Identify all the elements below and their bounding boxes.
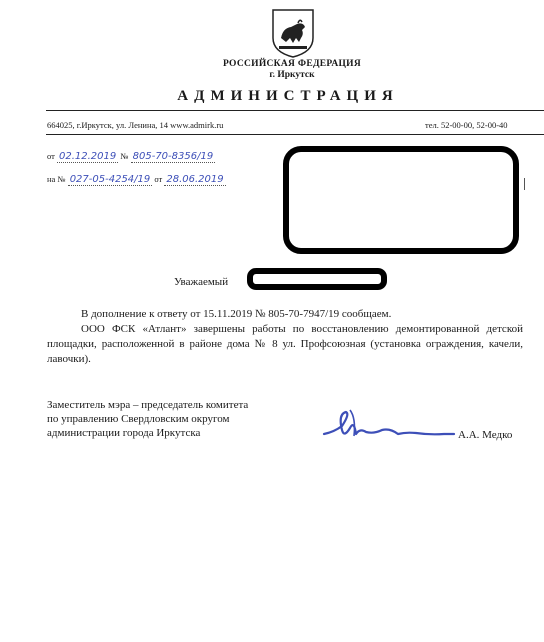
coat-of-arms-icon xyxy=(271,8,315,58)
organization-title: АДМИНИСТРАЦИЯ xyxy=(177,88,399,104)
signatory-title xyxy=(47,398,327,440)
signer-name: А.А. Медко xyxy=(458,429,513,441)
phone-line: тел. 52-00-00, 52-00-40 xyxy=(425,120,508,130)
signatory-line-1: Заместитель мэра – председатель комитета xyxy=(47,399,249,411)
country-heading: РОССИЙСКАЯ ФЕДЕРАЦИЯ xyxy=(222,59,362,69)
date-label: от xyxy=(47,151,55,161)
header-divider xyxy=(46,110,544,111)
salutation: Уважаемый xyxy=(174,276,229,288)
handwritten-signature xyxy=(320,404,460,444)
corner-mark xyxy=(524,178,525,190)
paragraph-1: В дополнение к ответу от 15.11.2019 № 805-70-7947/19 сообщаем. xyxy=(81,308,392,320)
signatory-line-2: по управлению Свердловским округом xyxy=(47,413,230,425)
date-value: 02.12.2019 xyxy=(58,151,117,162)
number-label: № xyxy=(120,151,129,161)
header-divider-bottom xyxy=(46,134,544,135)
city-heading: г. Иркутск xyxy=(269,70,315,80)
ref-label: на № xyxy=(47,174,66,184)
outgoing-ref xyxy=(47,151,215,162)
recipient-redaction xyxy=(283,146,519,254)
incoming-ref xyxy=(47,174,226,185)
name-redaction xyxy=(247,268,387,290)
ref-date-label: от xyxy=(154,174,163,184)
paragraph-2: ООО ФСК «Атлант» завершены работы по восстановлению демонтированной детской площадки, расположенной в районе дома № 8 ул. Профсоюзная (установка ограждения, качели, лавочки). xyxy=(47,323,523,365)
letter-body xyxy=(47,307,523,367)
ref-number: 027-05-4254/19 xyxy=(69,174,151,185)
signatory-line-3: администрации города Иркутска xyxy=(47,427,201,439)
ref-date: 28.06.2019 xyxy=(166,174,224,185)
address-line: 664025, г.Иркутск, ул. Ленина, 14 www.admirk.ru xyxy=(47,120,224,130)
number-value: 805-70-8356/19 xyxy=(132,151,214,162)
